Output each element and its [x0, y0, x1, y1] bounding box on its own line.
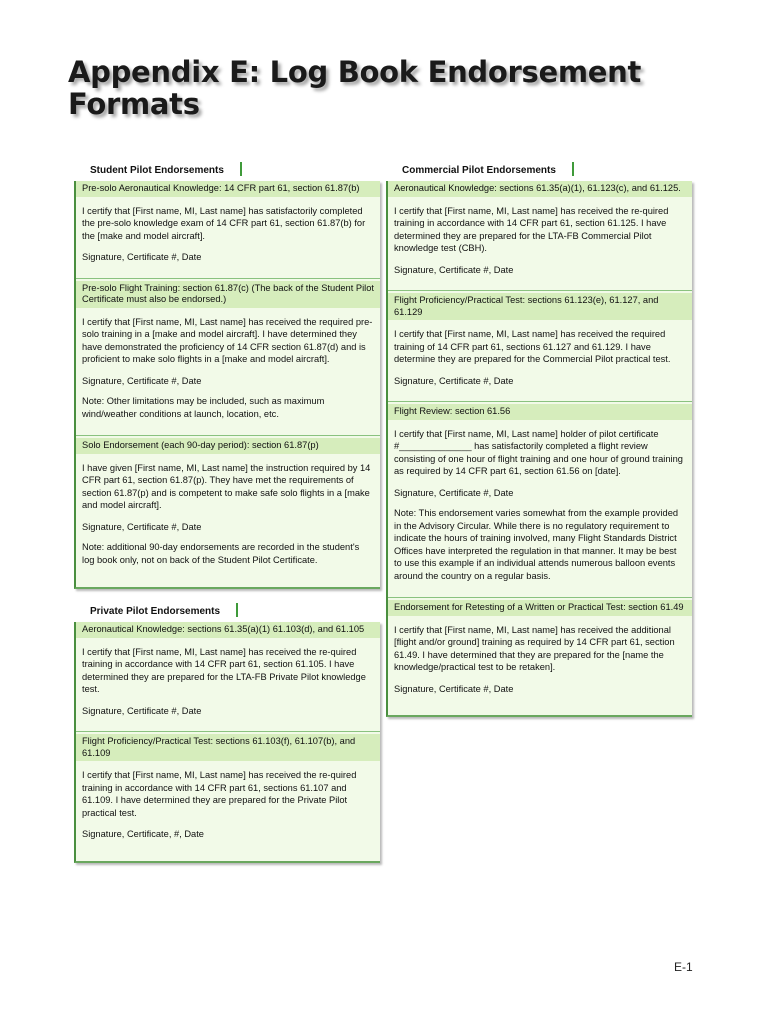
endorsement-entry [76, 438, 380, 581]
endorsement-heading: Endorsement for Retesting of a Written or Practical Test: section 61.49 [388, 600, 692, 616]
group-header: Private Pilot Endorsements [76, 601, 234, 620]
endorsement-text: I certify that [First name, MI, Last name] has received the re-quired training in accordance with 14 CFR part 61, section 61.125. I have determined they are prepared for the LTA-FB Commercial Pilot knowledge test (CBH). [394, 205, 669, 253]
signature-line: Signature, Certificate #, Date [394, 683, 514, 694]
endorsement-text: I certify that [First name, MI, Last name] has received the additional [flight and/or ground] training as required by 14 CFR part 61, section 61.49. I have determined that they are prepared for the [name the knowledge/practical test to be retaken]. [394, 624, 675, 672]
endorsement-entry [76, 622, 380, 732]
endorsement-heading: Flight Proficiency/Practical Test: sections 61.123(e), 61.127, and 61.129 [388, 293, 692, 320]
group-header: Commercial Pilot Endorsements [388, 160, 570, 179]
endorsement-heading: Solo Endorsement (each 90-day period): section 61.87(p) [76, 438, 380, 454]
endorsement-group-student-pilot-endorsements [74, 160, 380, 589]
endorsement-heading: Pre-solo Aeronautical Knowledge: 14 CFR part 61, section 61.87(b) [76, 181, 380, 197]
endorsement-heading: Aeronautical Knowledge: sections 61.35(a)(1), 61.123(c), and 61.125. [388, 181, 692, 197]
note-text: Note: Other limitations may be included, such as maximum wind/weather conditions at launch, location, etc. [82, 396, 325, 419]
endorsement-text: I certify that [First name, MI, Last name] has satisfactorily completed the pre-solo knowledge exam of 14 CFR part 61, section 61.87(b) for the [make and model aircraft]. [82, 205, 366, 241]
endorsement-heading: Flight Review: section 61.56 [388, 404, 692, 420]
signature-line: Signature, Certificate, #, Date [82, 829, 204, 839]
endorsement-entry [388, 600, 692, 709]
endorsement-entry [388, 181, 692, 291]
endorsement-text: I certify that [First name, MI, Last name] has received the re-quired training in accordance with 14 CFR part 61, sections 61.107 and 61.109. I have determined they are prepared for the Private Pilot practical test. [82, 770, 357, 818]
signature-line: Signature, Certificate #, Date [394, 264, 514, 275]
endorsement-heading: Aeronautical Knowledge: sections 61.35(a)(1) 61.103(d), and 61.105 [76, 622, 380, 638]
group-box [386, 181, 692, 717]
endorsement-group-commercial-pilot-endorsements [386, 160, 692, 717]
endorsement-entry [76, 181, 380, 279]
signature-line: Signature, Certificate #, Date [394, 487, 514, 498]
endorsement-entry [388, 293, 692, 402]
left-column [74, 160, 380, 875]
endorsement-text: I certify that [First name, MI, Last name] has received the required pre-solo training in a [make and model aircraft]. I have determined they have demonstrated the proficiency of 14 CFR section 61.87(d) and is proficient to make solo flights in a [make and model aircraft]. [82, 316, 373, 364]
signature-line: Signature, Certificate #, Date [82, 375, 202, 386]
endorsement-text: I certify that [First name, MI, Last name] holder of pilot certificate #______________ has satisfactorily completed a flight review consisting of one hour of flight training and one hour of ground training as required by 14 CFR part 61, section 61.56 on [date]. [394, 428, 683, 476]
endorsement-heading: Pre-solo Flight Training: section 61.87(c) (The back of the Student Pilot Certificate must also be endorsed.) [76, 281, 380, 308]
endorsement-text: I have given [First name, MI, Last name] the instruction required by 14 CFR part 61, section 61.87(p). They have met the requirements of section 61.87(p) and is competent to make safe solo flights in a [make and model aircraft]. [82, 462, 371, 510]
signature-line: Signature, Certificate #, Date [82, 705, 202, 716]
group-header: Student Pilot Endorsements [76, 160, 238, 179]
page-title: Appendix E: Log Book Endorsement Formats [68, 55, 642, 121]
endorsement-entry [76, 281, 380, 437]
note-text: Note: This endorsement varies somewhat from the example provided in the Advisory Circular. While there is no regulatory requirement to indicate the hours of training involved, many Flight Standards District Offices have interpreted the regulation in that manner. It may be best to use this example if an individual attends numerous balloon events around the country on a regular basis. [394, 508, 679, 581]
group-box [74, 622, 380, 863]
endorsement-group-private-pilot-endorsements [74, 601, 380, 863]
signature-line: Signature, Certificate #, Date [82, 252, 202, 262]
group-box [74, 181, 380, 589]
page-number: E-1 [674, 960, 693, 974]
right-column [386, 160, 692, 729]
note-text: Note: additional 90-day endorsements are recorded in the student's log book only, not on back of the Student Pilot Certificate. [82, 542, 360, 565]
endorsement-heading: Flight Proficiency/Practical Test: sections 61.103(f), 61.107(b), and 61.109 [76, 734, 380, 761]
endorsement-text: I certify that [First name, MI, Last name] has received the re-quired training in accordance with 14 CFR part 61, section 61.105. I have determined they are prepared for the LTA-FB Private Pilot knowledge test. [82, 646, 366, 694]
signature-line: Signature, Certificate #, Date [82, 521, 202, 532]
endorsement-entry [388, 404, 692, 598]
endorsement-entry [76, 734, 380, 855]
endorsement-text: I certify that [First name, MI, Last name] has received the required training of 14 CFR part 61, sections 61.127 and 61.129. I have determine they are prepared for the Commercial Pilot practical test. [394, 329, 671, 364]
signature-line: Signature, Certificate #, Date [394, 375, 514, 386]
